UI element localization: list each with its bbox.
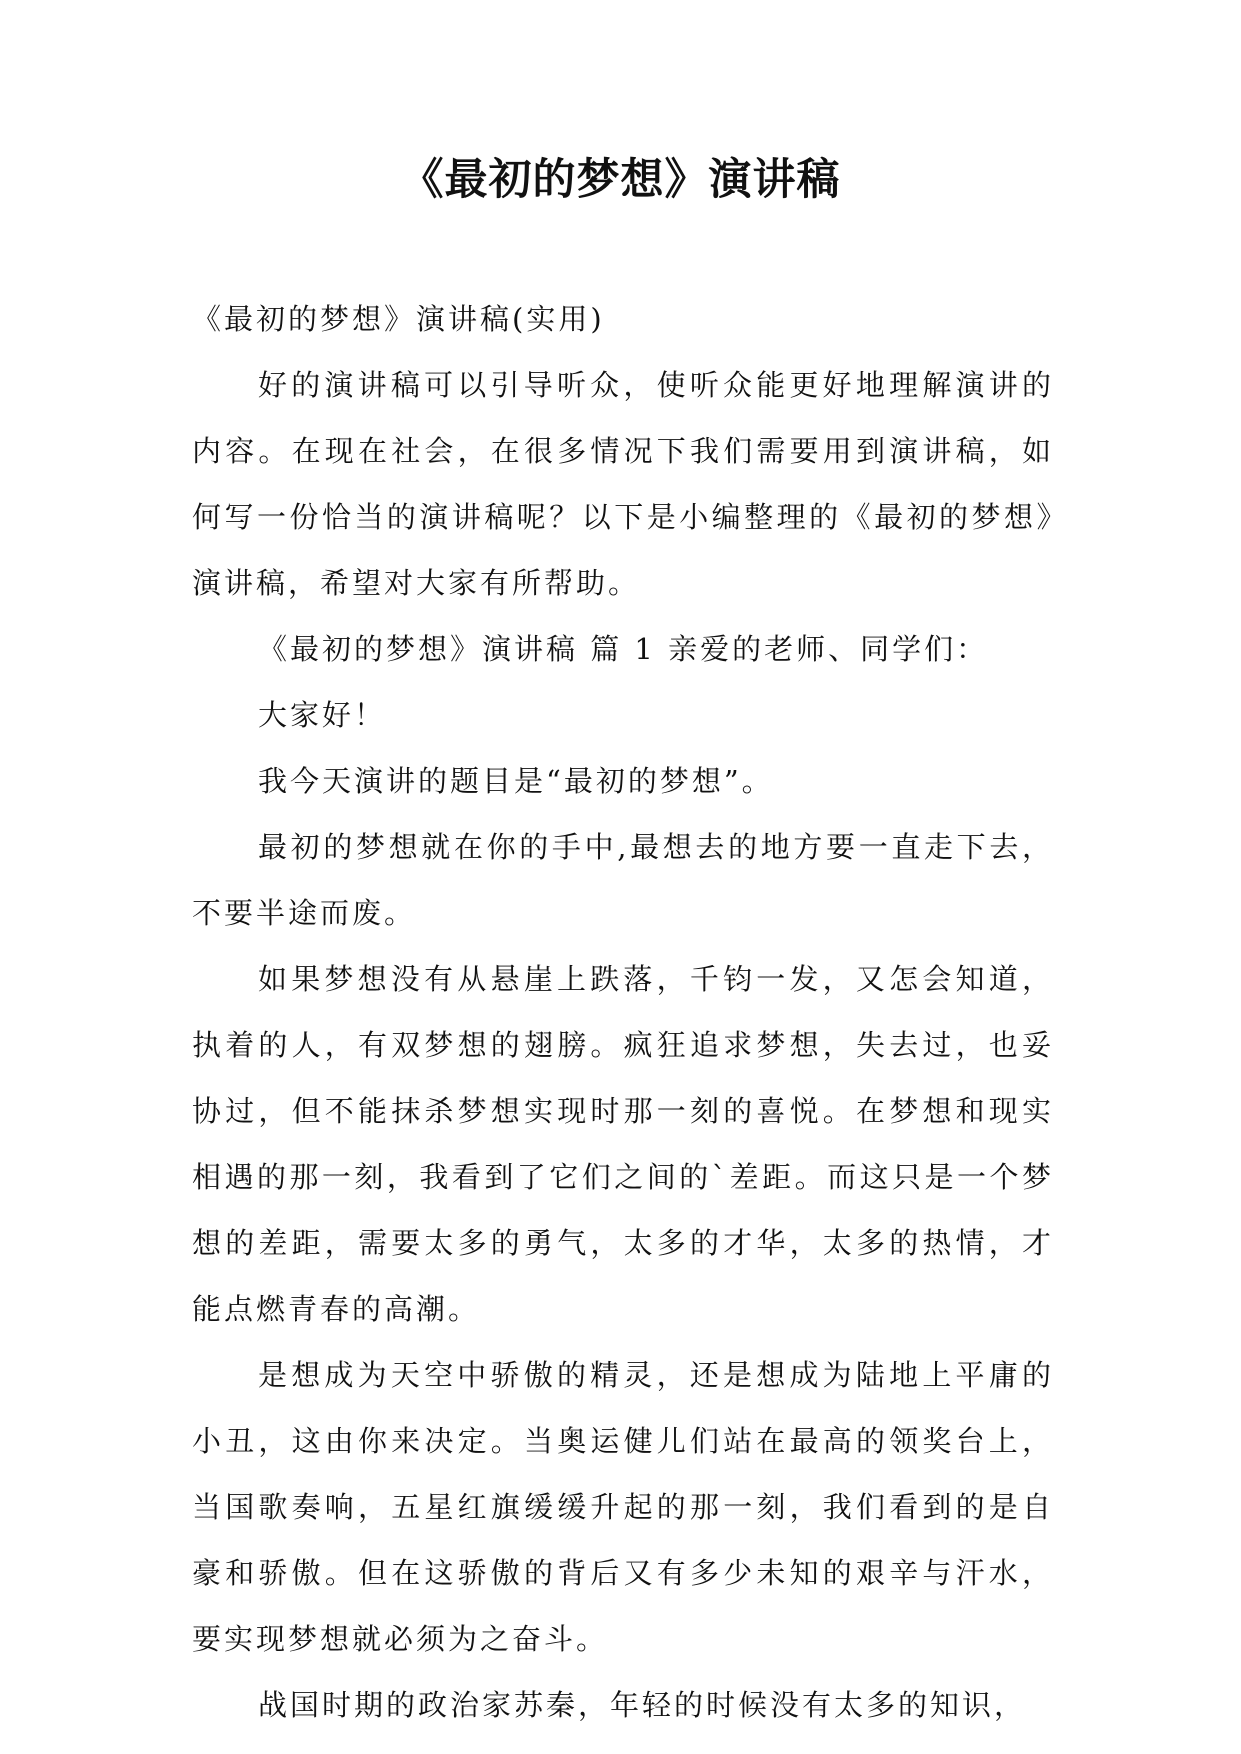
paragraph-dream-in-hand: 最初的梦想就在你的手中,最想去的地方要一直走下去，不要半途而废。 xyxy=(192,830,1054,930)
paragraph-hello: 大家好！ xyxy=(258,698,387,732)
paragraph-su-qin: 战国时期的政治家苏秦，年轻的时候没有太多的知识， xyxy=(258,1688,1027,1722)
document-title: 《最初的梦想》演讲稿 xyxy=(400,155,841,205)
paragraph-subtitle: 《最初的梦想》演讲稿(实用) xyxy=(192,302,605,336)
paragraph-topic: 我今天演讲的题目是“最初的梦想”。 xyxy=(258,764,774,798)
paragraph-intro: 好的演讲稿可以引导听众，使听众能更好地理解演讲的内容。在现在社会，在很多情况下我们需要用到演讲稿，如何写一份恰当的演讲稿呢？以下是小编整理的《最初的梦想》演讲稿，希望对大家有所帮助。 xyxy=(192,368,1054,600)
document-body xyxy=(192,286,1054,1738)
paragraph-olympics: 是想成为天空中骄傲的精灵，还是想成为陆地上平庸的小丑，这由你来决定。当奥运健儿们站在最高的领奖台上，当国歌奏响，五星红旗缓缓升起的那一刻，我们看到的是自豪和骄傲。但在这骄傲的背后又有多少未知的艰辛与汗水，要实现梦想就必须为之奋斗。 xyxy=(192,1358,1054,1656)
paragraph-greeting-heading: 《最初的梦想》演讲稿 篇 1 亲爱的老师、同学们： xyxy=(258,632,989,666)
paragraph-cliff: 如果梦想没有从悬崖上跌落，千钧一发，又怎会知道，执着的人，有双梦想的翅膀。疯狂追求梦想，失去过，也妥协过，但不能抹杀梦想实现时那一刻的喜悦。在梦想和现实相遇的那一刻，我看到了它们之间的`差距。而这只是一个梦想的差距，需要太多的勇气，太多的才华，太多的热情，才能点燃青春的高潮。 xyxy=(192,962,1054,1326)
